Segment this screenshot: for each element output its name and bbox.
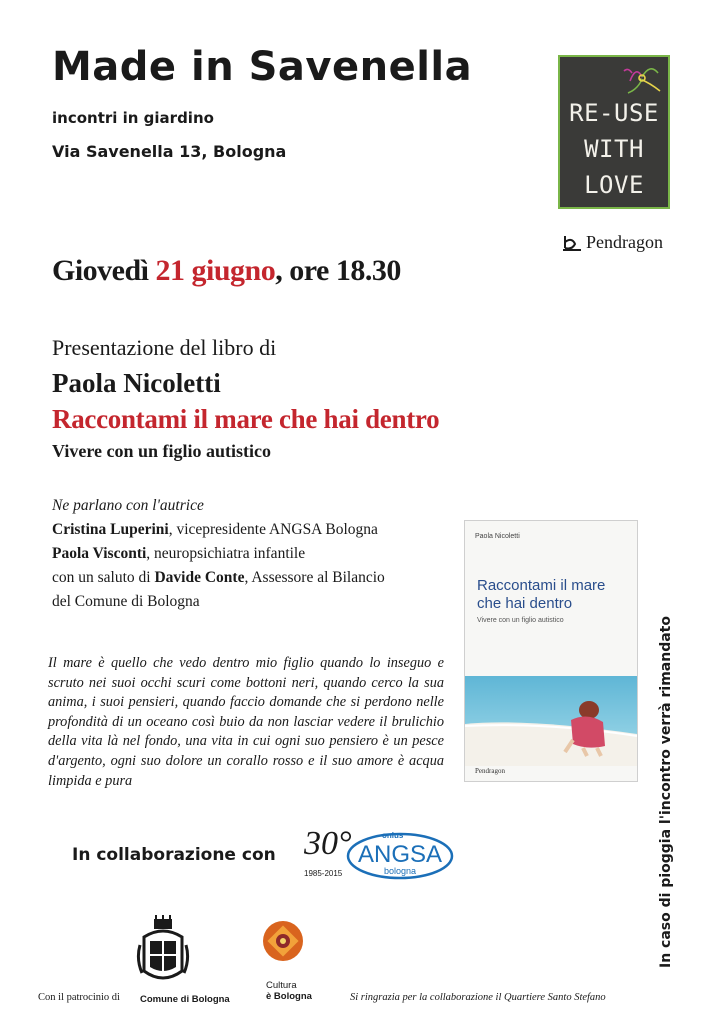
event-date	[52, 254, 401, 288]
pendragon-logo	[561, 232, 663, 253]
collaboration-label: In collaborazione con	[72, 845, 276, 865]
reuse-with-love-logo	[558, 55, 670, 209]
book-quote: Il mare è quello che vedo dentro mio figlio quando lo inseguo e scruto nei suoi occhi scuri come bottoni neri, quando cerco la sua anima, i suoi pensieri, quando faccio domande che si perdono nelle profondità di un oceano così buio da non lasciar vedere il brulichio della vita là nel fondo, una vita in cui ogni suo pensiero è un pesce d'argento, ogni suo dolore un corallo rosso e il suo amore è acqua limpida e pura	[48, 655, 444, 789]
cultura-bologna-text: Cultura è Bologna	[266, 980, 312, 1002]
speakers-intro: Ne parlano con l'autrice	[52, 497, 204, 514]
svg-text:1985-2015: 1985-2015	[304, 869, 343, 878]
speaker-item: Cristina Luperini, vicepresidente ANGSA Bologna	[52, 521, 378, 538]
speakers-block	[52, 494, 452, 614]
svg-text:30°: 30°	[304, 825, 352, 862]
event-date-highlight: 21 giugno	[155, 254, 276, 287]
book-author: Paola Nicoletti	[52, 368, 221, 398]
rain-notice: In caso di pioggia l'incontro verrà rimandato	[658, 616, 674, 968]
book-subtitle: Vivere con un figlio autistico	[52, 441, 271, 461]
svg-text:ANGSA: ANGSA	[358, 841, 443, 868]
angsa-logo	[300, 818, 456, 888]
comune-name: Comune di Bologna	[140, 994, 230, 1005]
book-title: Raccontami il mare che hai dentro	[52, 404, 440, 434]
event-time: , ore 18.30	[275, 254, 401, 287]
svg-text:onlus: onlus	[382, 831, 404, 840]
comune-di-bologna-crest-icon	[136, 915, 190, 991]
event-day: Giovedì	[52, 254, 149, 287]
speaker-item: Paola Visconti, neuropsichiatra infantile	[52, 545, 306, 562]
presentation-intro: Presentazione del libro di	[52, 335, 277, 360]
greeting-line: con un saluto di Davide Conte, Assessore al Bilancio	[52, 569, 385, 586]
greeting-line-2: del Comune di Bologna	[52, 593, 200, 610]
thanks-note: Si ringrazia per la collaborazione il Quartiere Santo Stefano	[350, 992, 606, 1003]
cultura-bologna-logo-icon	[262, 920, 304, 962]
reuse-logo-text: RE-USE WITH LOVE	[569, 99, 659, 199]
pendragon-mark-icon	[561, 234, 583, 252]
cover-author: Paola Nicoletti	[475, 533, 520, 540]
event-series-subtitle: incontri in giardino	[52, 109, 214, 127]
cover-subtitle: Vivere con un figlio autistico	[477, 617, 564, 624]
patronage-label: Con il patrocinio di	[38, 992, 120, 1003]
event-series-title: Made in Savenella	[52, 44, 473, 90]
cover-illustration	[465, 676, 637, 766]
cover-publisher: Pendragon	[475, 767, 505, 775]
svg-text:bologna: bologna	[384, 866, 417, 876]
book-cover	[464, 520, 638, 782]
pendragon-name: Pendragon	[586, 232, 663, 252]
flower-icon	[620, 61, 664, 97]
venue-address: Via Savenella 13, Bologna	[52, 142, 287, 161]
cover-title: Raccontami il mare che hai dentro	[477, 577, 606, 612]
